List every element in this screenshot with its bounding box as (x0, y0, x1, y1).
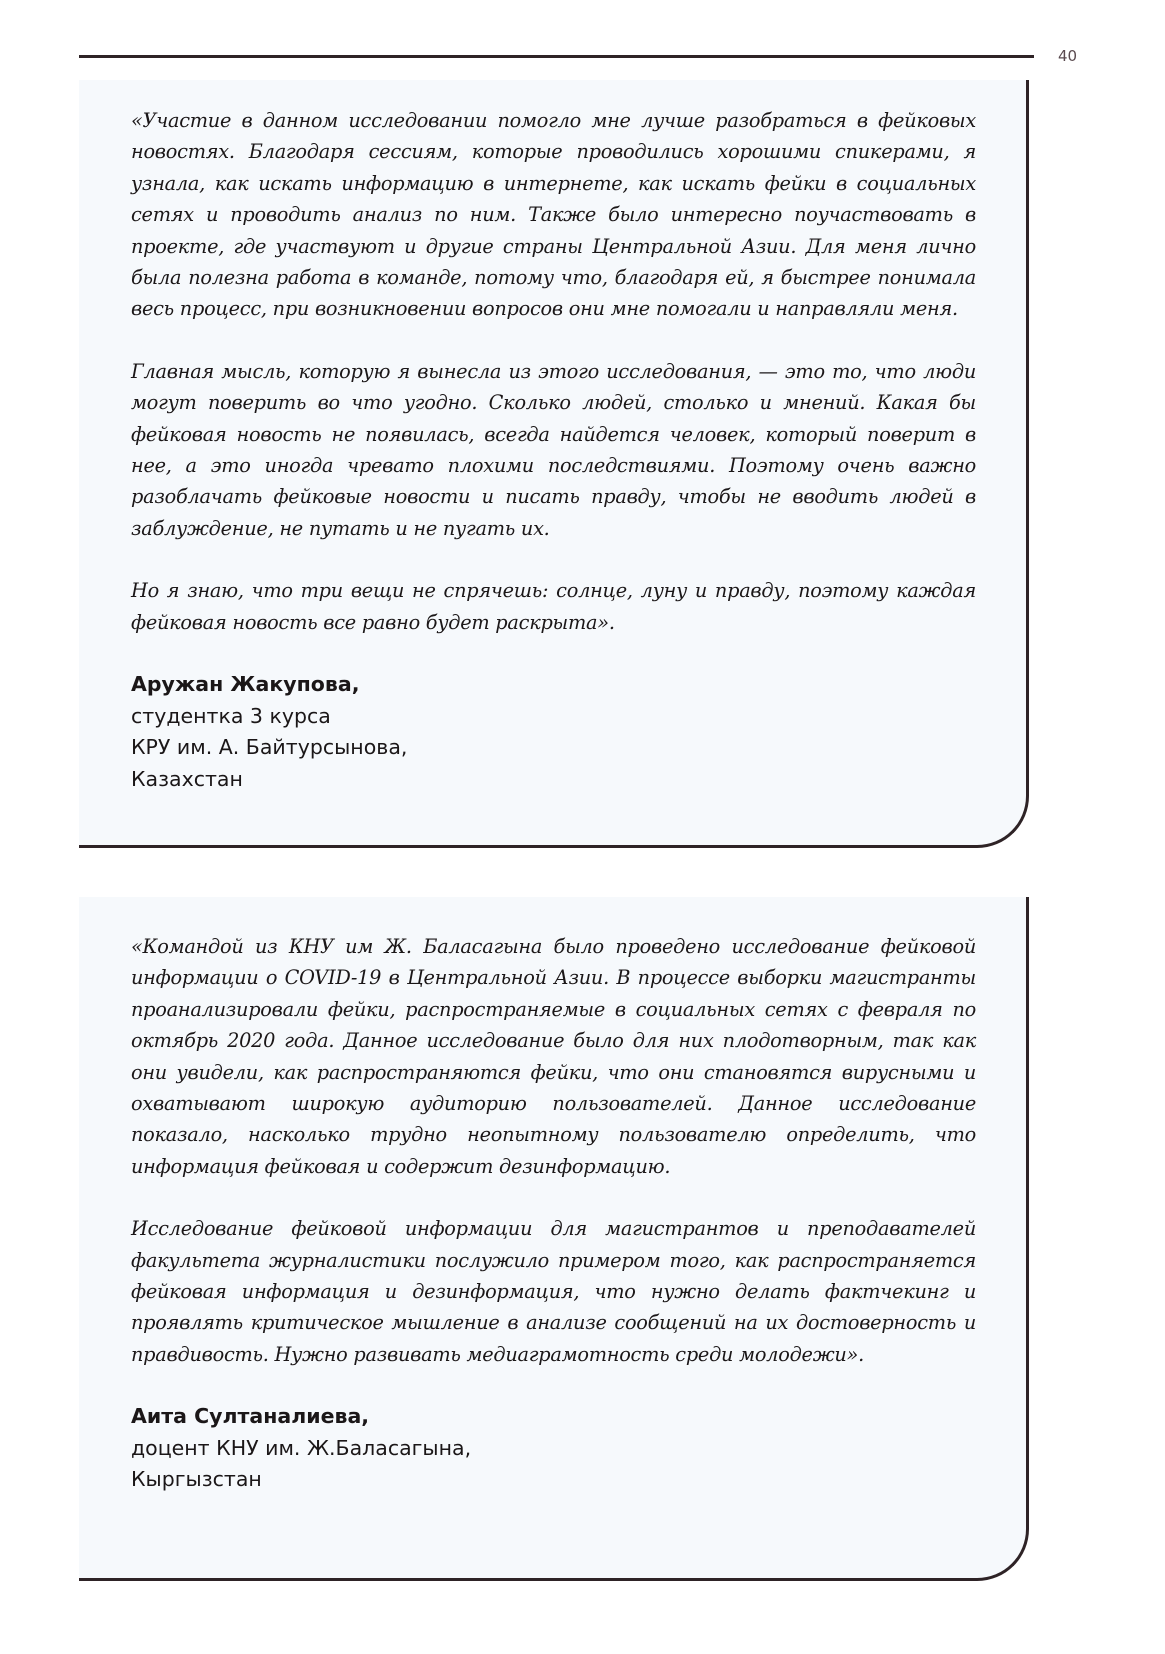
author-affiliation: КРУ им. А. Байтурсынова, (131, 735, 408, 760)
author-name: Аружан Жакупова, (131, 672, 360, 697)
author-name: Аита Султаналиева, (131, 1404, 370, 1429)
testimonial-card-2 (79, 897, 1029, 1581)
author-country: Казахстан (131, 766, 243, 791)
author-position: доцент КНУ им. Ж.Баласагына, (131, 1435, 472, 1460)
top-rule (79, 55, 1034, 58)
quote-paragraph: Но я знаю, что три вещи не спрячешь: солнце, луну и правду, поэтому каждая фейковая новость все равно будет раскрыта». (131, 579, 976, 634)
page-number: 40 (1058, 47, 1078, 65)
testimonial-card-1 (79, 80, 1029, 848)
quote-paragraph: Главная мысль, которую я вынесла из этого исследования, — это то, что люди могут поверить во что угодно. Сколько людей, столько и мнений. Какая бы фейковая новость не появилась, всегда найдется человек, который поверит в нее, а это иногда чревато плохими последствиями. Поэтому очень важно разоблачать фейковые новости и писать правду, чтобы не вводить людей в заблуждение, не путать и не пугать их. (131, 359, 976, 540)
quote-paragraph: «Участие в данном исследовании помогло мне лучше разобраться в фейковых новостях. Благодаря сессиям, которые проводились хорошими спикерами, я узнала, как искать информацию в интернете, как искать фейки в социальных сетях и проводить анализ по ним. Также было интересно поучаствовать в проекте, где участвуют и другие страны Центральной Азии. Для меня лично была полезна работа в команде, потому что, благодаря ей, я быстрее понимала весь процесс, при возникновении вопросов они мне помогали и направляли меня. (131, 109, 976, 321)
author-position: студентка 3 курса (131, 703, 331, 728)
author-signature (131, 669, 976, 795)
quote-paragraph: Исследование фейковой информации для магистрантов и преподавателей факультета журналистики послужило примером того, как распространяется фейковая информация и дезинформация, что нужно делать фактчекинг и проявлять критическое мышление в анализе сообщений на их достоверность и правдивость. Нужно развивать медиаграмотность среди молодежи». (131, 1217, 976, 1366)
author-country: Кыргызстан (131, 1467, 262, 1492)
quote-paragraph: «Командой из КНУ им Ж. Баласагына было проведено исследование фейковой информации о COVID-19 в Центральной Азии. В процессе выборки магистранты проанализировали фейки, распространяемые в социальных сетях с февраля по октябрь 2020 года. Данное исследование было для них плодотворным, так как они увидели, как распространяются фейки, что они становятся вирусными и охватывают широкую аудиторию пользователей. Данное исследование показало, насколько трудно неопытному пользователю определить, что информация фейковая и содержит дезинформацию. (131, 935, 976, 1178)
author-signature (131, 1401, 976, 1496)
